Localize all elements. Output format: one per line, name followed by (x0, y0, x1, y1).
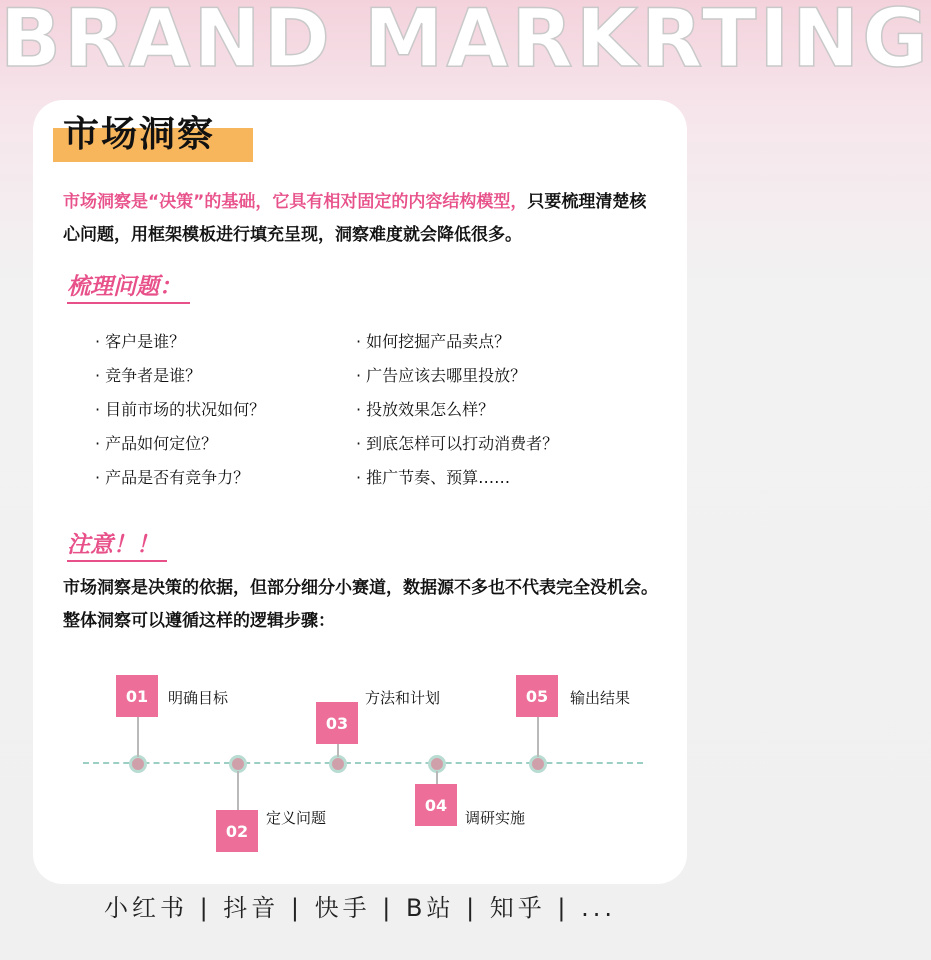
list-item: · 客户是谁？ (95, 332, 186, 351)
step-03-label: 方法和计划 (365, 689, 441, 707)
brand-title: BRAND MARKRTING (0, 0, 931, 85)
step-02-badge: 02 (216, 810, 258, 852)
note-heading: 注意！！ (67, 530, 167, 562)
questions-heading: 梳理问题： (67, 272, 190, 304)
list-item: · 产品如何定位？ (95, 434, 218, 453)
step-02-label: 定义问题 (266, 809, 327, 827)
timeline-stem (436, 771, 438, 785)
step-04-label: 调研实施 (465, 809, 526, 827)
questions-right-list (356, 325, 558, 495)
list-item: · 目前市场的状况如何？ (95, 400, 266, 419)
intro-highlight: 市场洞察是“决策”的基础，它具有相对固定的内容结构模型， (63, 192, 528, 212)
step-05-label: 输出结果 (570, 689, 631, 707)
timeline-stem (237, 771, 239, 811)
list-item: · 竞争者是谁？ (95, 366, 202, 385)
section-title: 市场洞察 (63, 114, 216, 155)
timeline-dot (529, 755, 547, 773)
list-item: · 如何挖掘产品卖点？ (356, 332, 511, 351)
step-03-badge: 03 (316, 702, 358, 744)
timeline-stem (337, 744, 339, 757)
timeline-stem (537, 717, 539, 757)
list-item: · 到底怎样可以打动消费者？ (356, 434, 559, 453)
questions-left-list (95, 325, 265, 495)
intro-paragraph (63, 186, 663, 252)
timeline-stem (137, 717, 139, 757)
content-card (33, 100, 687, 884)
intro-rest: 只要梳理清楚核心问题，用框架模板进行填充呈现，洞察难度就会降低很多。 (63, 192, 647, 245)
step-01-label: 明确目标 (168, 689, 229, 707)
step-04-badge: 04 (415, 784, 457, 826)
list-item: · 投放效果怎么样？ (356, 400, 495, 419)
platform-list: 小红书 | 抖音 | 快手 | B站 | 知乎 | ... (103, 894, 617, 922)
list-item: · 推广节奏、预算…… (356, 468, 511, 487)
timeline-dot (329, 755, 347, 773)
step-05-badge: 05 (516, 675, 558, 717)
timeline-dot (129, 755, 147, 773)
list-item: · 产品是否有竞争力？ (95, 468, 250, 487)
timeline-line (83, 762, 643, 764)
step-01-badge: 01 (116, 675, 158, 717)
list-item: · 广告应该去哪里投放？ (356, 366, 527, 385)
note-text: 市场洞察是决策的依据，但部分细分小赛道，数据源不多也不代表完全没机会。整体洞察可以遵循这样的逻辑步骤： (63, 578, 658, 631)
